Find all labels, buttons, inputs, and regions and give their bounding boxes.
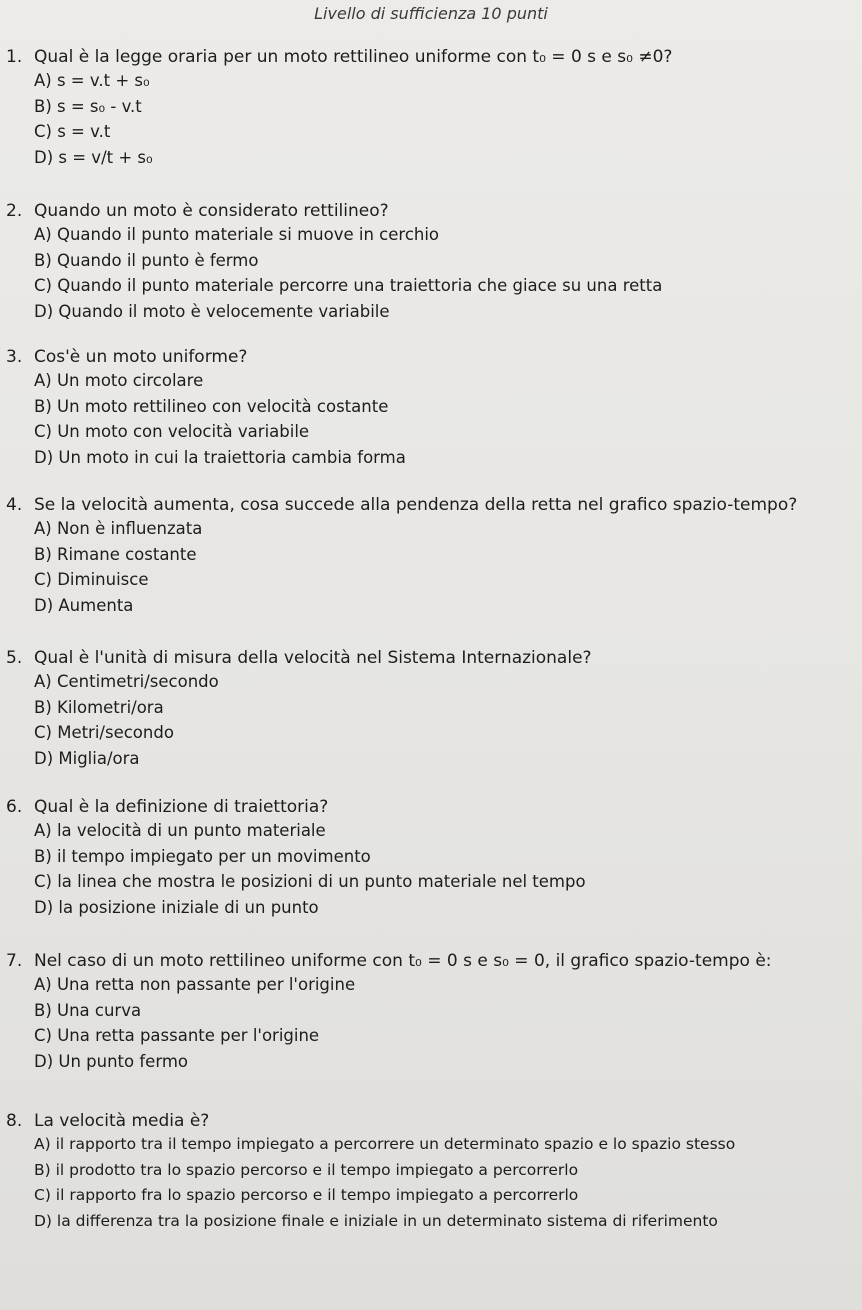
question-7: [0, 950, 862, 1074]
option-a: A) Una retta non passante per l'origine: [34, 975, 356, 994]
option-a: A) Non è influenzata: [34, 519, 203, 538]
question-number: 2.: [6, 201, 23, 221]
question-5: [0, 647, 862, 771]
option-a: A) Un moto circolare: [34, 371, 204, 390]
option-a: A) Centimetri/secondo: [34, 672, 219, 691]
option-c: C) la linea che mostra le posizioni di un punto materiale nel tempo: [34, 872, 586, 891]
question-text: Se la velocità aumenta, cosa succede alla pendenza della retta nel grafico spazio-tempo?: [34, 495, 798, 515]
question-text: Cos'è un moto uniforme?: [34, 347, 248, 367]
question-text: Quando un moto è considerato rettilineo?: [34, 201, 389, 221]
option-c: C) Quando il punto materiale percorre una traiettoria che giace su una retta: [34, 276, 663, 295]
option-b: B) Un moto rettilineo con velocità costante: [34, 396, 389, 416]
option-a: A) Quando il punto materiale si muove in cerchio: [34, 225, 440, 244]
question-text: Nel caso di un moto rettilineo uniforme con t₀ = 0 s e s₀ = 0, il grafico spazio-tempo è:: [34, 951, 772, 971]
option-d: D) Miglia/ora: [34, 748, 140, 768]
question-8: [0, 1110, 862, 1234]
option-a: A) la velocità di un punto materiale: [34, 821, 326, 840]
option-c: C) Un moto con velocità variabile: [34, 422, 310, 441]
option-d: D) Un moto in cui la traiettoria cambia forma: [34, 447, 406, 467]
question-number: 6.: [6, 797, 23, 817]
question-number: 4.: [6, 495, 23, 515]
option-d: D) Quando il moto è velocemente variabile: [34, 301, 390, 321]
question-number: 8.: [6, 1111, 23, 1131]
question-text: Qual è la legge oraria per un moto rettilineo uniforme con t₀ = 0 s e s₀ ≠0?: [34, 47, 673, 67]
worksheet-title: Livello di sufficienza 10 punti: [314, 4, 548, 23]
question-4: [0, 494, 862, 618]
question-number: 3.: [6, 347, 23, 367]
option-b: B) Quando il punto è fermo: [34, 250, 259, 270]
option-c: C) Una retta passante per l'origine: [34, 1026, 320, 1045]
option-a: A) s = v.t + s₀: [34, 71, 150, 90]
option-b: B) il tempo impiegato per un movimento: [34, 846, 371, 866]
option-c: C) Diminuisce: [34, 570, 149, 589]
question-text: Qual è l'unità di misura della velocità nel Sistema Internazionale?: [34, 648, 592, 668]
option-b: B) Rimane costante: [34, 544, 197, 564]
option-b: B) Kilometri/ora: [34, 697, 164, 717]
question-1: [0, 46, 862, 170]
question-number: 7.: [6, 951, 23, 971]
option-b: B) s = s₀ - v.t: [34, 96, 142, 116]
question-6: [0, 796, 862, 920]
option-d: D) Un punto fermo: [34, 1051, 188, 1071]
question-number: 5.: [6, 648, 23, 668]
option-d: D) s = v/t + s₀: [34, 147, 153, 167]
option-d: D) Aumenta: [34, 595, 134, 615]
question-3: [0, 346, 862, 470]
question-text: Qual è la definizione di traiettoria?: [34, 797, 329, 817]
question-text: La velocità media è?: [34, 1111, 210, 1131]
option-c: C) il rapporto fra lo spazio percorso e il tempo impiegato a percorrerlo: [34, 1186, 579, 1204]
question-2: [0, 200, 862, 324]
option-a: A) il rapporto tra il tempo impiegato a percorrere un determinato spazio e lo spazio stesso: [34, 1135, 736, 1153]
option-c: C) s = v.t: [34, 122, 111, 141]
option-d: D) la differenza tra la posizione finale e iniziale in un determinato sistema di riferimento: [34, 1211, 718, 1230]
question-number: 1.: [6, 47, 23, 67]
option-b: B) Una curva: [34, 1000, 142, 1020]
option-c: C) Metri/secondo: [34, 723, 174, 742]
option-d: D) la posizione iniziale di un punto: [34, 897, 319, 917]
option-b: B) il prodotto tra lo spazio percorso e il tempo impiegato a percorrerlo: [34, 1160, 579, 1179]
